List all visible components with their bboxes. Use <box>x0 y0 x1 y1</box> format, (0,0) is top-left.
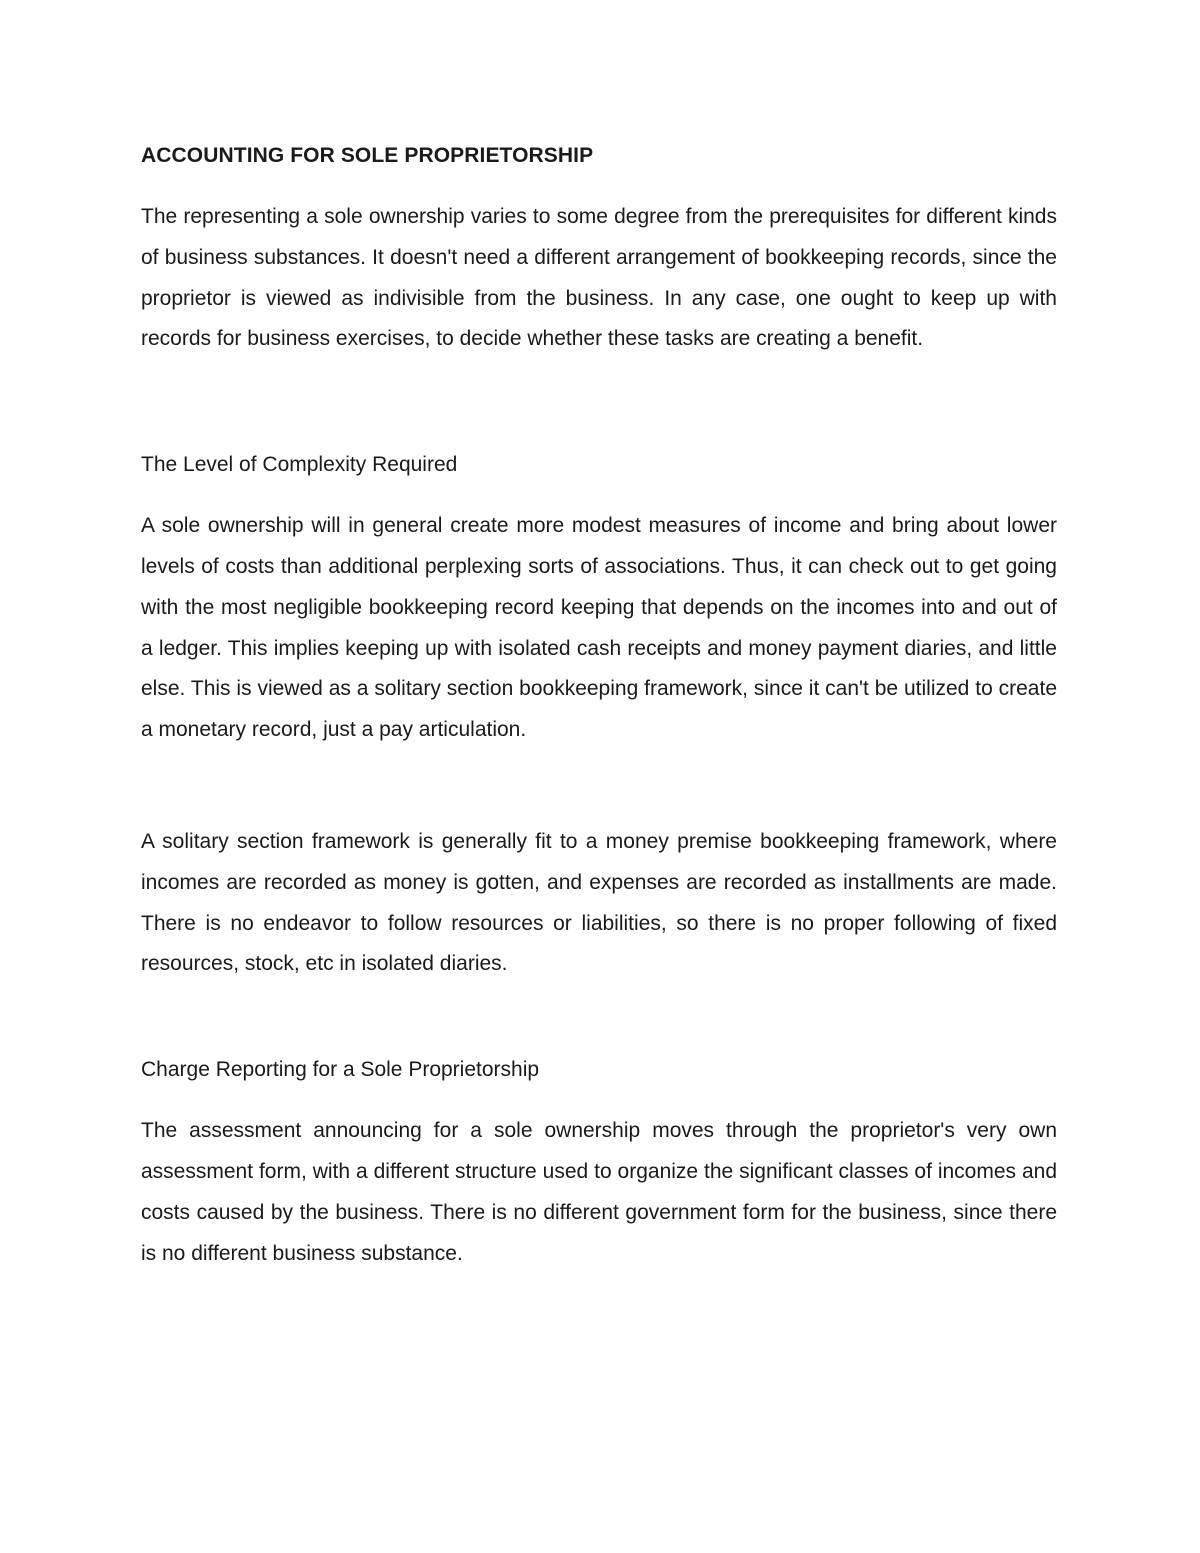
paragraph-intro: The representing a sole ownership varies to some degree from the prerequisites for different kinds of business substances. It doesn't need a different arrangement of bookkeeping records, since the proprietor is viewed as indivisible from the business. In any case, one ought to keep up with records for business exercises, to decide whether these tasks are creating a benefit. <box>141 205 1057 351</box>
document-page <box>141 141 1057 1274</box>
paragraph-complexity: A sole ownership will in general create more modest measures of income and bring about lower levels of costs than additional perplexing sorts of associations. Thus, it can check out to get going with the most negligible bookkeeping record keeping that depends on the incomes into and out of a ledger. This implies keeping up with isolated cash receipts and money payment diaries, and little else. This is viewed as a solitary section bookkeeping framework, since it can't be utilized to create a monetary record, just a pay articulation. <box>141 514 1057 742</box>
paragraph-tax-reporting: The assessment announcing for a sole ownership moves through the proprietor's very own assessment form, with a different structure used to organize the significant classes of incomes and costs caused by the business. There is no different government form for the business, since there is no different business substance. <box>141 1119 1057 1265</box>
section-heading-tax-reporting: Charge Reporting for a Sole Proprietorship <box>141 1058 540 1082</box>
document-title: ACCOUNTING FOR SOLE PROPRIETORSHIP <box>141 144 594 167</box>
section-heading-complexity: The Level of Complexity Required <box>141 453 458 477</box>
paragraph-single-entry: A solitary section framework is generally fit to a money premise bookkeeping framework, where incomes are recorded as money is gotten, and expenses are recorded as installments are made. There is no endeavor to follow resources or liabilities, so there is no proper following of fixed resources, stock, etc in isolated diaries. <box>141 829 1057 976</box>
